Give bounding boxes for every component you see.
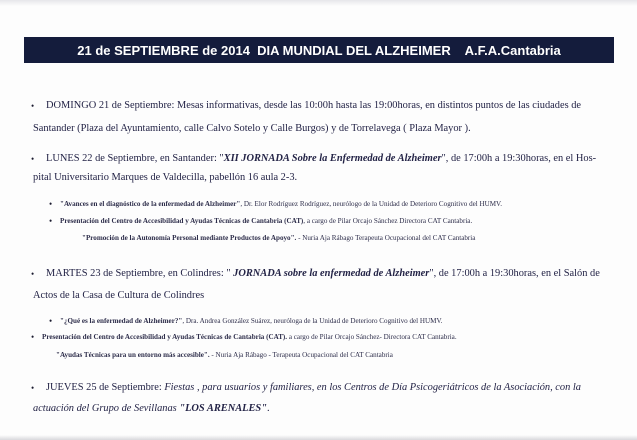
talk-item <box>82 234 475 242</box>
bullet-icon: • <box>31 269 35 279</box>
bullet-icon: • <box>31 154 35 164</box>
talk-speaker: - Nuria Aja Rábago Terapeuta Ocupacional del CAT Cantabria <box>296 234 476 242</box>
event-lunes-line1 <box>46 153 596 164</box>
event-martes-jornada: JORNADA sobre la enfermedad de Alzheimer <box>233 268 430 279</box>
bullet-icon: • <box>31 383 35 393</box>
event-lunes-line2: pital Universitario Marques de Valdecilla, pabellón 16 aula 2-3. <box>33 172 298 183</box>
event-martes-time: ", de 17:00h a 19:30horas, en el Salón de <box>429 268 600 279</box>
page-edge-bottom <box>0 435 637 440</box>
event-domingo-day: DOMINGO <box>46 100 97 111</box>
event-jueves-text: Fiestas , para usuarios y familiares, en los Centros de Día Psicogeriátricos de la Asociación, con la <box>164 382 581 393</box>
talk-title: Presentación del Centro de Accesibilidad y Ayudas Técnicas de Cantabria (CAT). <box>42 333 288 341</box>
event-jueves-day: JUEVES 25 de Septiembre: <box>46 382 165 393</box>
event-domingo-text: 21 de Septiembre: Mesas informativas, desde las 10:00h hasta las 19:00horas, en distintos puntos de las ciudades de <box>96 100 582 111</box>
event-martes-line2: Actos de la Casa de Cultura de Colindres <box>33 290 205 301</box>
talk-speaker: , a cargo de Pilar Orcajo Sánchez Directora CAT Cantabria. <box>303 217 473 225</box>
event-martes-line1 <box>46 268 600 279</box>
talk-speaker: a cargo de Pilar Orcajo Sánchez- Directora CAT Cantabria. <box>287 333 457 341</box>
event-jueves-line2 <box>33 403 270 414</box>
event-jueves-actuacion: actuación del Grupo de Sevillanas <box>33 403 180 414</box>
bullet-icon: • <box>31 332 35 342</box>
talk-speaker: , Dra. Andrea González Suárez, neuróloga de la Unidad de Deterioro Cognitivo del HUMV. <box>182 317 443 325</box>
event-jueves-line1 <box>46 382 581 393</box>
bullet-icon: • <box>49 316 53 326</box>
talk-title: "Avances en el diagnóstico de la enfermedad de Alzheimer" <box>60 200 241 208</box>
talk-item <box>42 333 457 341</box>
talk-title: "¿Qué es la enfermedad de Alzheimer?" <box>60 317 183 325</box>
event-domingo-line2: Santander (Plaza del Ayuntamiento, calle Calvo Sotelo y Calle Burgos) y de Torrelavega ( Plaza Mayor ). <box>33 123 471 134</box>
talk-speaker: - Nuria Aja Rábago - Terapeuta Ocupacional del CAT Cantabria <box>209 351 393 359</box>
event-lunes-time: ", de 17:00h a 19:30horas, en el Hos- <box>441 153 597 164</box>
bullet-icon: • <box>31 101 35 111</box>
event-lunes-jornada: XII JORNADA Sobre la Enfermedad de Alzheimer <box>223 153 442 164</box>
talk-item <box>60 217 472 225</box>
talk-title: "Ayudas Técnicas para un entorno más accesible". <box>56 351 210 359</box>
talk-item <box>60 317 442 325</box>
event-martes-day: MARTES 23 de Septiembre, en Colindres: " <box>46 268 234 279</box>
bullet-icon: • <box>49 199 53 209</box>
bullet-icon: • <box>49 216 53 226</box>
event-jueves-group: "LOS ARENALES" <box>179 403 267 414</box>
talk-title: Presentación del Centro de Accesibilidad y Ayudas Técnicas de Cantabria (CAT) <box>60 217 304 225</box>
event-jueves-period: . <box>266 403 270 414</box>
event-domingo-line1 <box>46 100 581 111</box>
event-lunes-day: LUNES 22 de Septiembre, en Santander: " <box>46 153 224 164</box>
talk-title: "Promoción de la Autonomía Personal mediante Productos de Apoyo". <box>82 234 297 242</box>
talk-speaker: , Dr. Elor Rodríguez Rodríguez, neurólogo de la Unidad de Deterioro Cognitivo del HUMV. <box>240 200 503 208</box>
page-title: 21 de SEPTIEMBRE de 2014 DIA MUNDIAL DEL ALZHEIMER A.F.A.Cantabria <box>24 37 614 63</box>
page-edge-top <box>0 0 637 6</box>
talk-item <box>56 351 393 359</box>
talk-item <box>60 200 502 208</box>
